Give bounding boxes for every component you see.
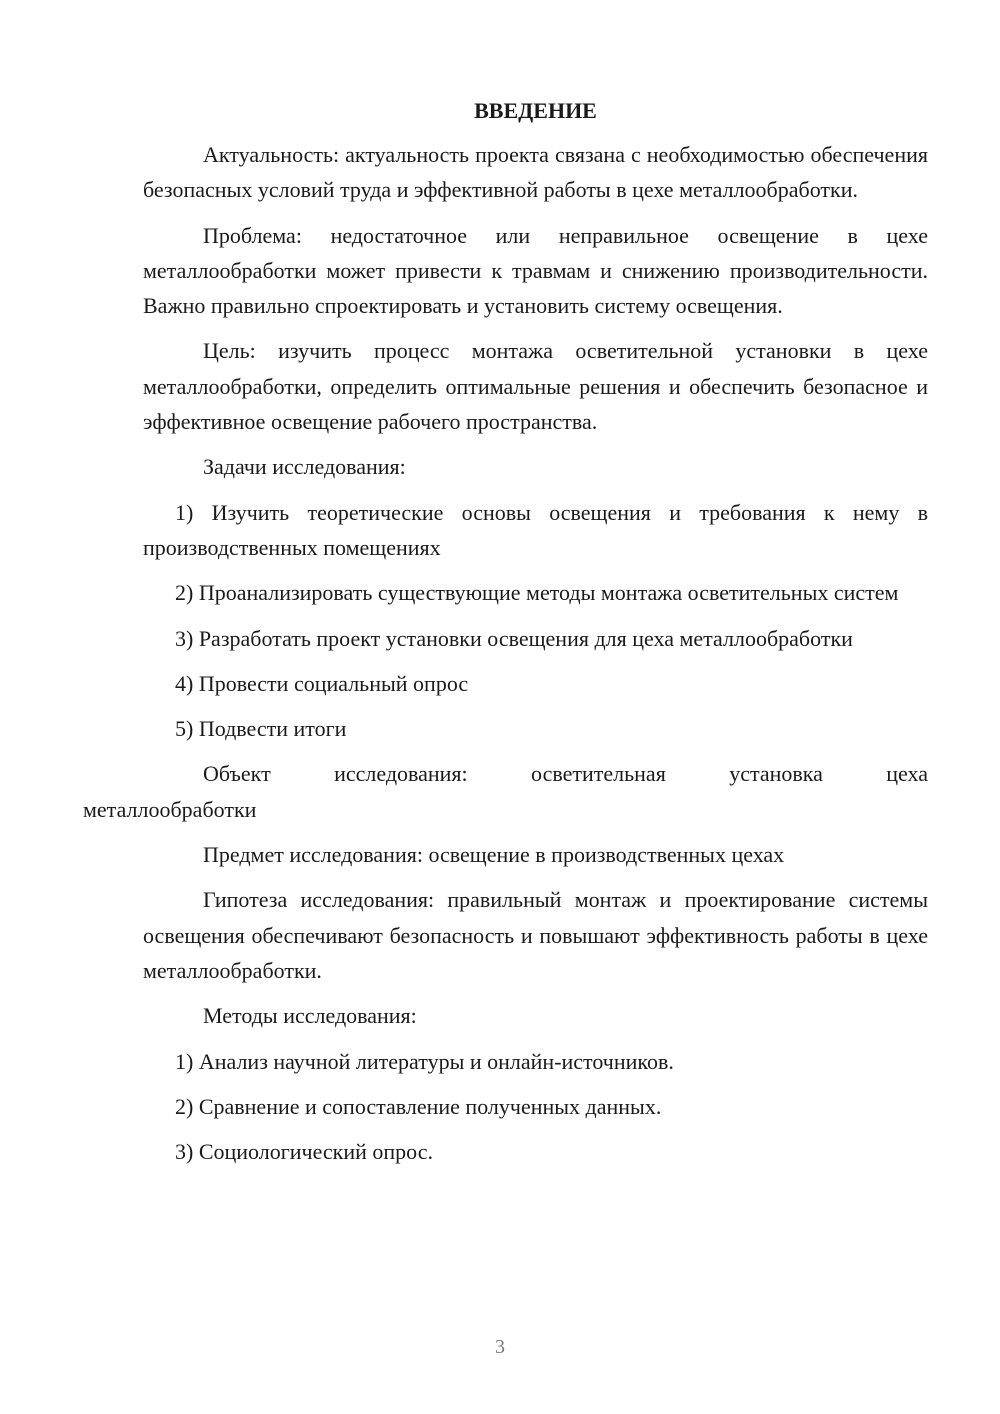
object-second-line: металлообработки xyxy=(83,796,257,822)
task-item-2: 2) Проанализировать существующие методы монтажа осветительных систем xyxy=(175,580,899,606)
method-item-1: 1) Анализ научной литературы и онлайн-источников. xyxy=(175,1048,674,1074)
hypothesis-paragraph: Гипотеза исследования: правильный монтаж и проектирование системы освещения обеспечивают безопасность и повышают эффективность работы в цехе металлообработки. xyxy=(143,887,928,983)
goal-paragraph: Цель: изучить процесс монтажа осветительной установки в цехе металлообработки, определить оптимальные решения и обеспечить безопасное и эффективное освещение рабочего пространства. xyxy=(143,338,928,435)
task-item-1: 1) Изучить теоретические основы освещения и требования к нему в производственных помещениях xyxy=(143,499,928,560)
method-item-3: 3) Социологический опрос. xyxy=(175,1139,433,1165)
task-item-5: 5) Подвести итоги xyxy=(175,716,347,742)
methods-heading: Методы исследования: xyxy=(203,1003,417,1029)
document-body xyxy=(83,94,928,1179)
object-first-line: Объект исследования: осветительная установка цеха xyxy=(203,761,928,787)
relevance-paragraph: Актуальность: актуальность проекта связана с необходимостью обеспечения безопасных условий труда и эффективной работы в цехе металлообработки. xyxy=(143,142,928,203)
page-title: ВВЕДЕНИЕ xyxy=(474,98,597,123)
task-item-3: 3) Разработать проект установки освещения для цеха металлообработки xyxy=(175,625,853,651)
problem-paragraph: Проблема: недостаточное или неправильное освещение в цехе металлообработки может привести к травмам и снижению производительности. Важно правильно спроектировать и установить систему освещения. xyxy=(143,222,928,319)
task-item-4: 4) Провести социальный опрос xyxy=(175,670,469,696)
object-paragraph xyxy=(83,756,928,827)
subject-paragraph: Предмет исследования: освещение в производственных цехах xyxy=(203,842,785,868)
tasks-heading: Задачи исследования: xyxy=(203,454,406,480)
page-number: 3 xyxy=(495,1336,505,1358)
method-item-2: 2) Сравнение и сопоставление полученных данных. xyxy=(175,1093,662,1119)
